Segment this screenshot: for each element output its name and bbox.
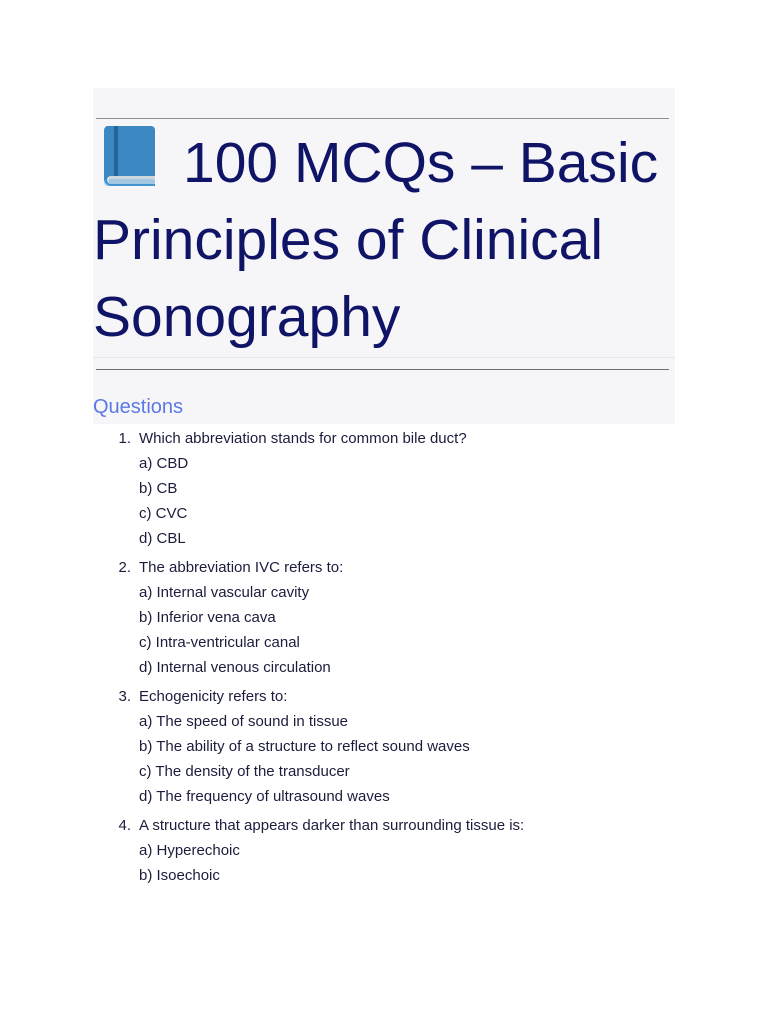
section-divider — [96, 369, 669, 370]
question-number: 3. — [118, 688, 131, 705]
answer-option: c) Intra-ventricular canal — [139, 634, 300, 651]
blue-book-icon — [101, 122, 159, 188]
question-text: A structure that appears darker than surrounding tissue is: — [139, 817, 525, 834]
question-2 — [0, 555, 768, 680]
answer-option: b) The ability of a structure to reflect sound waves — [139, 738, 470, 755]
top-divider — [96, 118, 669, 119]
question-1 — [0, 426, 768, 551]
answer-option: d) The frequency of ultrasound waves — [139, 788, 390, 805]
page-title — [93, 122, 673, 356]
answer-option: d) CBL — [139, 530, 186, 547]
questions-heading: Questions — [93, 396, 184, 418]
question-list — [0, 426, 768, 892]
answer-option: b) Inferior vena cava — [139, 609, 276, 626]
question-number: 4. — [118, 817, 131, 834]
question-text: Which abbreviation stands for common bile duct? — [139, 430, 467, 447]
question-text: Echogenicity refers to: — [139, 688, 288, 705]
answer-option: b) CB — [139, 480, 178, 497]
question-3 — [0, 684, 768, 809]
question-4 — [0, 813, 768, 888]
answer-option: d) Internal venous circulation — [139, 659, 331, 676]
answer-option: c) CVC — [139, 505, 188, 522]
answer-option: a) Internal vascular cavity — [139, 584, 310, 601]
question-number: 1. — [118, 430, 131, 447]
answer-option: c) The density of the transducer — [139, 763, 350, 780]
answer-option: a) CBD — [139, 455, 189, 472]
question-text: The abbreviation IVC refers to: — [139, 559, 344, 576]
question-number: 2. — [118, 559, 131, 576]
page-title-text: 100 MCQs – Basic Principles of Clinical Sonography — [93, 131, 659, 349]
title-panel-bottom-edge — [93, 357, 675, 358]
answer-option: b) Isoechoic — [139, 867, 220, 884]
answer-option: a) The speed of sound in tissue — [139, 713, 349, 730]
answer-option: a) Hyperechoic — [139, 842, 240, 859]
